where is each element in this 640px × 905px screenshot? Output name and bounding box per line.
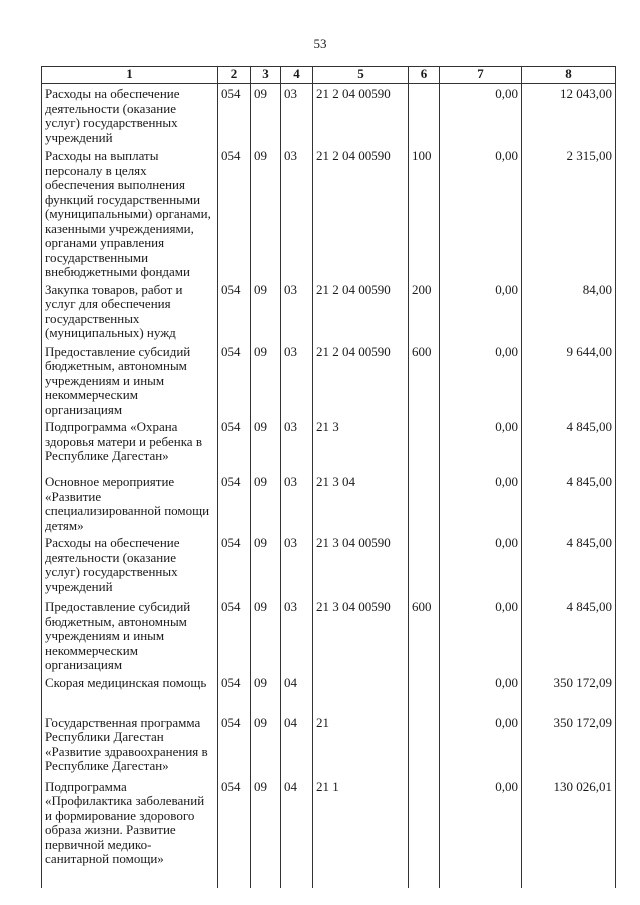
cell-ministry: 054 <box>218 533 251 597</box>
cell-target-article: 21 3 04 00590 <box>313 533 409 597</box>
row-name: Предоставление субсидий бюджетным, автономным учреждениям и иным некоммерческим организациям <box>42 342 218 418</box>
column-header: 8 <box>522 67 616 84</box>
cell-col7-amount: 0,00 <box>440 533 522 597</box>
row-name: Подпрограмма «Профилактика заболеваний и формирование здорового образа жизни. Развитие первичной медико-санитарной помощи» <box>42 777 218 888</box>
cell-expense-type <box>409 673 440 713</box>
row-name: Расходы на обеспечение деятельности (оказание услуг) государственных учреждений <box>42 84 218 147</box>
cell-col8-amount: 4 845,00 <box>522 472 616 533</box>
table-row <box>42 533 616 597</box>
table-row <box>42 597 616 673</box>
cell-col8-amount: 4 845,00 <box>522 533 616 597</box>
cell-col8-amount: 4 845,00 <box>522 597 616 673</box>
table-row <box>42 777 616 888</box>
cell-subsection: 03 <box>281 597 313 673</box>
cell-expense-type: 100 <box>409 146 440 280</box>
budget-table <box>41 66 616 888</box>
cell-section: 09 <box>251 713 281 777</box>
cell-col8-amount: 350 172,09 <box>522 673 616 713</box>
cell-section: 09 <box>251 533 281 597</box>
cell-col7-amount: 0,00 <box>440 280 522 342</box>
column-header: 6 <box>409 67 440 84</box>
cell-section: 09 <box>251 673 281 713</box>
cell-target-article: 21 2 04 00590 <box>313 146 409 280</box>
cell-col7-amount: 0,00 <box>440 713 522 777</box>
cell-subsection: 04 <box>281 673 313 713</box>
cell-ministry: 054 <box>218 777 251 888</box>
row-name: Предоставление субсидий бюджетным, автономным учреждениям и иным некоммерческим организациям <box>42 597 218 673</box>
cell-col8-amount: 9 644,00 <box>522 342 616 418</box>
cell-ministry: 054 <box>218 673 251 713</box>
column-header: 3 <box>251 67 281 84</box>
cell-section: 09 <box>251 417 281 472</box>
cell-col7-amount: 0,00 <box>440 146 522 280</box>
cell-target-article <box>313 673 409 713</box>
cell-subsection: 03 <box>281 417 313 472</box>
row-name: Государственная программа Республики Дагестан «Развитие здравоохранения в Республике Дагестан» <box>42 713 218 777</box>
row-name: Скорая медицинская помощь <box>42 673 218 713</box>
row-name: Расходы на выплаты персоналу в целях обеспечения выполнения функций государственными (муниципальными) органами, казенными учреждениями, органами управления государственными внебюджетными фондами <box>42 146 218 280</box>
column-header: 5 <box>313 67 409 84</box>
cell-expense-type <box>409 417 440 472</box>
cell-subsection: 03 <box>281 533 313 597</box>
cell-section: 09 <box>251 777 281 888</box>
table-row <box>42 280 616 342</box>
table-row <box>42 417 616 472</box>
cell-col8-amount: 4 845,00 <box>522 417 616 472</box>
cell-ministry: 054 <box>218 84 251 147</box>
row-name: Основное мероприятие «Развитие специализированной помощи детям» <box>42 472 218 533</box>
cell-target-article: 21 <box>313 713 409 777</box>
cell-expense-type <box>409 713 440 777</box>
cell-expense-type: 200 <box>409 280 440 342</box>
row-name: Закупка товаров, работ и услуг для обеспечения государственных (муниципальных) нужд <box>42 280 218 342</box>
table-row <box>42 713 616 777</box>
cell-ministry: 054 <box>218 713 251 777</box>
cell-expense-type: 600 <box>409 342 440 418</box>
cell-expense-type <box>409 472 440 533</box>
cell-ministry: 054 <box>218 417 251 472</box>
table-row <box>42 342 616 418</box>
cell-col7-amount: 0,00 <box>440 417 522 472</box>
cell-ministry: 054 <box>218 280 251 342</box>
page-number: 53 <box>313 36 327 51</box>
row-name: Расходы на обеспечение деятельности (оказание услуг) государственных учреждений <box>42 533 218 597</box>
column-header: 7 <box>440 67 522 84</box>
cell-subsection: 03 <box>281 342 313 418</box>
table-row <box>42 84 616 147</box>
cell-col7-amount: 0,00 <box>440 342 522 418</box>
cell-subsection: 03 <box>281 146 313 280</box>
cell-col8-amount: 12 043,00 <box>522 84 616 147</box>
cell-ministry: 054 <box>218 597 251 673</box>
column-header: 1 <box>42 67 218 84</box>
cell-section: 09 <box>251 84 281 147</box>
cell-ministry: 054 <box>218 342 251 418</box>
cell-target-article: 21 3 <box>313 417 409 472</box>
cell-subsection: 04 <box>281 713 313 777</box>
cell-expense-type <box>409 777 440 888</box>
cell-col7-amount: 0,00 <box>440 777 522 888</box>
cell-expense-type <box>409 84 440 147</box>
column-header: 2 <box>218 67 251 84</box>
cell-target-article: 21 3 04 <box>313 472 409 533</box>
cell-col7-amount: 0,00 <box>440 84 522 147</box>
cell-section: 09 <box>251 597 281 673</box>
cell-col8-amount: 2 315,00 <box>522 146 616 280</box>
cell-subsection: 03 <box>281 280 313 342</box>
cell-subsection: 03 <box>281 84 313 147</box>
cell-col7-amount: 0,00 <box>440 597 522 673</box>
cell-section: 09 <box>251 146 281 280</box>
cell-col7-amount: 0,00 <box>440 673 522 713</box>
cell-ministry: 054 <box>218 146 251 280</box>
cell-subsection: 04 <box>281 777 313 888</box>
cell-col8-amount: 84,00 <box>522 280 616 342</box>
cell-col8-amount: 350 172,09 <box>522 713 616 777</box>
cell-target-article: 21 2 04 00590 <box>313 84 409 147</box>
cell-target-article: 21 2 04 00590 <box>313 342 409 418</box>
cell-col7-amount: 0,00 <box>440 472 522 533</box>
cell-target-article: 21 1 <box>313 777 409 888</box>
cell-target-article: 21 2 04 00590 <box>313 280 409 342</box>
cell-col8-amount: 130 026,01 <box>522 777 616 888</box>
cell-section: 09 <box>251 280 281 342</box>
row-name: Подпрограмма «Охрана здоровья матери и ребенка в Республике Дагестан» <box>42 417 218 472</box>
table-header-row <box>42 67 616 84</box>
table-row <box>42 472 616 533</box>
table-row <box>42 146 616 280</box>
cell-expense-type: 600 <box>409 597 440 673</box>
cell-target-article: 21 3 04 00590 <box>313 597 409 673</box>
table-row <box>42 673 616 713</box>
cell-ministry: 054 <box>218 472 251 533</box>
cell-subsection: 03 <box>281 472 313 533</box>
column-header: 4 <box>281 67 313 84</box>
cell-section: 09 <box>251 472 281 533</box>
cell-section: 09 <box>251 342 281 418</box>
cell-expense-type <box>409 533 440 597</box>
